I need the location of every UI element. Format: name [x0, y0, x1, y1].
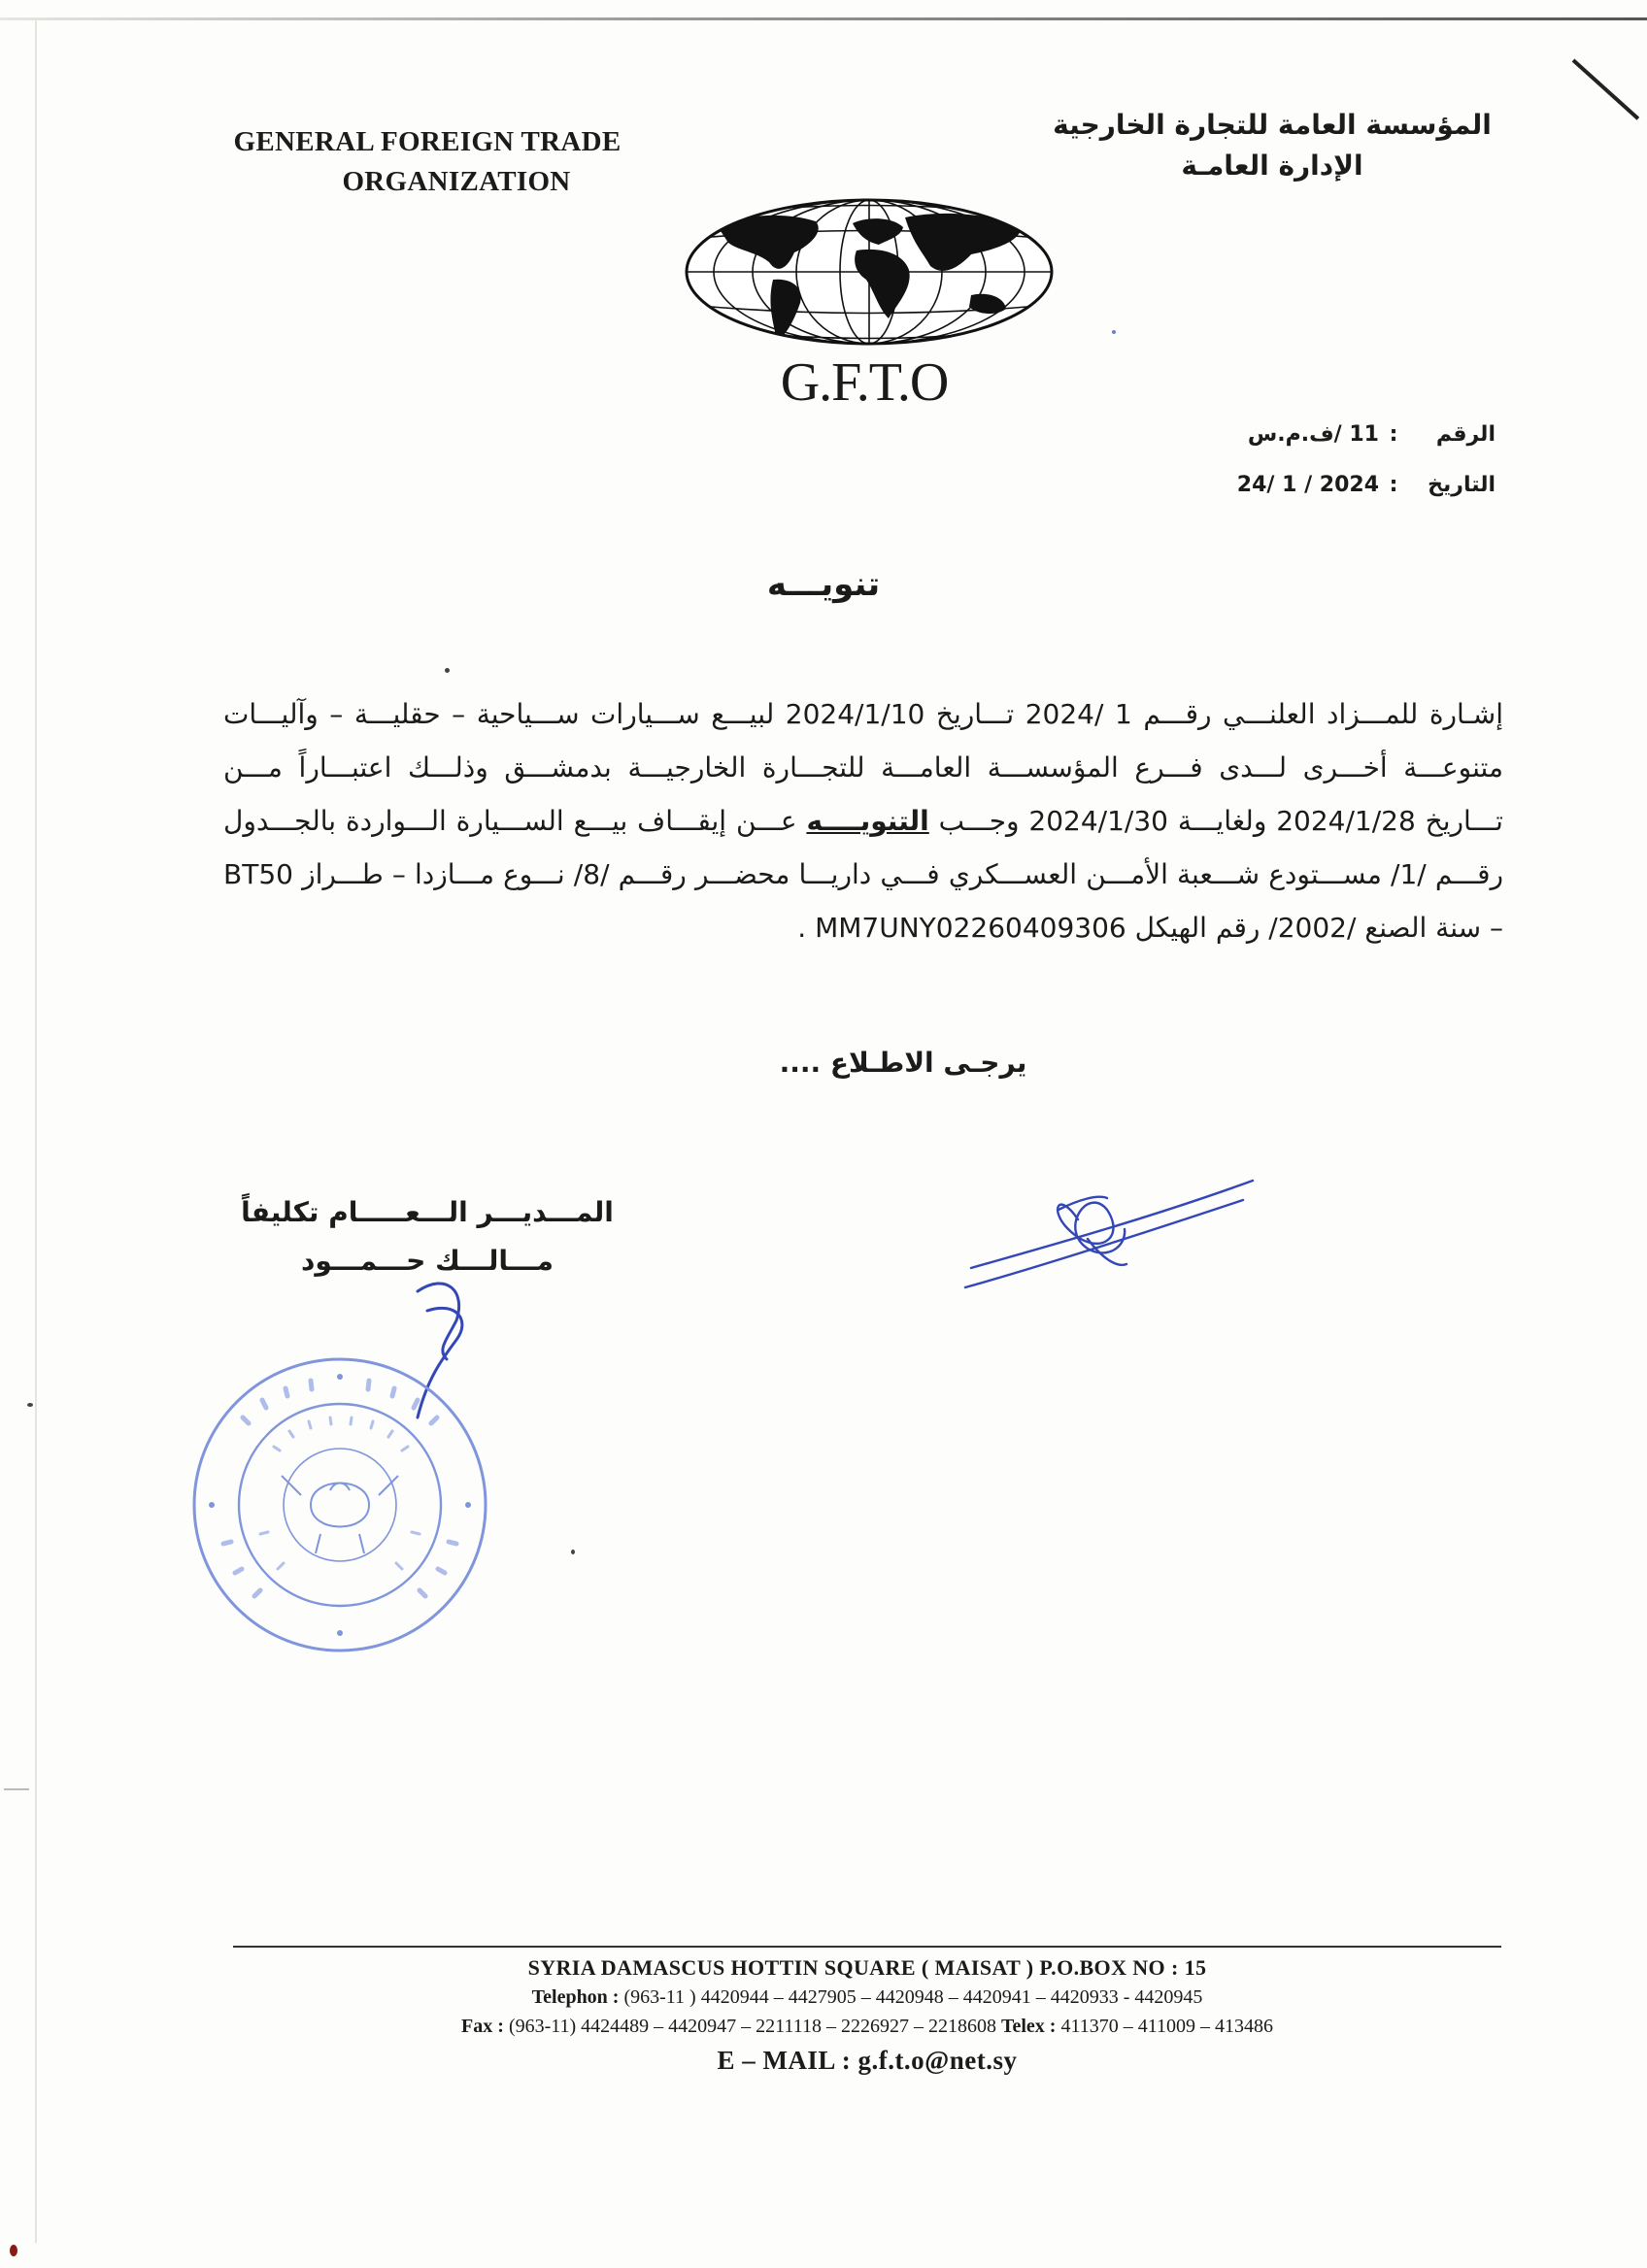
- corner-mark: [1572, 59, 1640, 120]
- notice-body-emphasis: التنويــــه: [806, 805, 929, 837]
- footer-email: E – MAIL : g.f.t.o@net.sy: [717, 2046, 1018, 2075]
- signatory-title: المـــديـــر الـــعـــــام تكليفاً: [241, 1196, 614, 1228]
- closing-line: يرجـى الاطـلاع ....: [779, 1047, 1027, 1079]
- official-stamp-icon: [185, 1350, 495, 1660]
- scan-speck: [10, 2245, 17, 2256]
- reference-date-row: [1146, 460, 1496, 511]
- scan-edge-left: [35, 19, 37, 2243]
- reference-number-row: [1146, 410, 1496, 460]
- footer-telex-value: 411370 – 411009 – 413486: [1056, 2016, 1273, 2037]
- notice-body-part1: إشـارة للمـــزاد العلنـــي رقـــم 1 /2024 تـــاريخ 2024/1/10 لبيـــع ســـيارات ســـياحية – حقليـــة – وآليـــات متنوعـــة أخـــرى لـــدى فـــرع المؤسســـة العامـــة للتجـــارة الخارجيـــة بدمشـــق وذلـــك اعتبـــاراً مـــن تـــاريخ 2024/1/28 ولغايـــة 2024/1/30 وجـــب: [223, 698, 1504, 837]
- logo-text: G.F.T.O: [780, 352, 949, 413]
- reference-block: [1146, 410, 1496, 511]
- reference-date-value: 2024 / 1 /24: [1236, 473, 1379, 497]
- footer-fax-value: (963-11) 4424489 – 4420947 – 2211118 – 2226927 – 2218608: [503, 2016, 1001, 2037]
- footer-telephone: [233, 1983, 1501, 2012]
- notice-title: تنويـــه: [766, 565, 881, 604]
- org-name-english: [194, 122, 660, 202]
- footer-telephone-label: Telephon :: [531, 1986, 620, 2008]
- scan-speck: [1112, 330, 1116, 334]
- handwritten-signature-icon: [961, 1171, 1262, 1307]
- signatory-name: مـــالـــك حـــمـــود: [301, 1245, 554, 1277]
- footer-telex-label: Telex :: [1000, 2016, 1057, 2037]
- footer-rule: [233, 1946, 1501, 1948]
- notice-body-part2: عـــن إيقـــاف بيـــع الســـيارة الـــواردة بالجـــدول رقـــم /1/ مســـتودع شـــعبة الأمـــن العســـكري فـــي داريـــا محضـــر رقـــم /8/ نـــوع مـــازدا – طـــراز BT50 – سنة الصنع /2002/ رقم الهيكل MM7UNY02260409306 .: [223, 805, 1504, 944]
- scan-speck: [571, 1550, 575, 1554]
- signatory-block: [194, 1188, 660, 1285]
- scan-speck: [4, 1788, 29, 1790]
- scan-edge-top: [0, 17, 1647, 20]
- org-name-english-line1: GENERAL FOREIGN TRADE: [233, 126, 622, 157]
- footer-fax-label: Fax :: [461, 2016, 504, 2037]
- reference-colon: :: [1389, 473, 1398, 497]
- footer: [233, 1953, 1501, 2080]
- org-name-arabic: [1049, 105, 1496, 186]
- org-name-arabic-line2: الإدارة العامـة: [1181, 150, 1363, 182]
- scan-speck: [445, 668, 450, 673]
- reference-number-label: الرقم: [1435, 422, 1496, 447]
- org-name-arabic-line1: المؤسسة العامة للتجارة الخارجية: [1053, 109, 1492, 141]
- footer-telephone-value: (963-11 ) 4420944 – 4427905 – 4420948 – 4420941 – 4420933 - 4420945: [619, 1986, 1203, 2008]
- org-name-english-line2: ORGANIZATION: [342, 166, 571, 197]
- reference-date-label: التاريخ: [1428, 473, 1496, 497]
- footer-address: SYRIA DAMASCUS HOTTIN SQUARE ( MAISAT ) P.O.BOX NO : 15: [527, 1955, 1207, 1980]
- footer-fax-telex: [233, 2012, 1501, 2041]
- scan-speck: [27, 1403, 33, 1407]
- reference-number-value: 11 /ف.م.س: [1247, 422, 1379, 447]
- globe-logo-icon: [680, 194, 1059, 350]
- notice-body: [223, 687, 1503, 954]
- reference-colon: :: [1389, 422, 1398, 447]
